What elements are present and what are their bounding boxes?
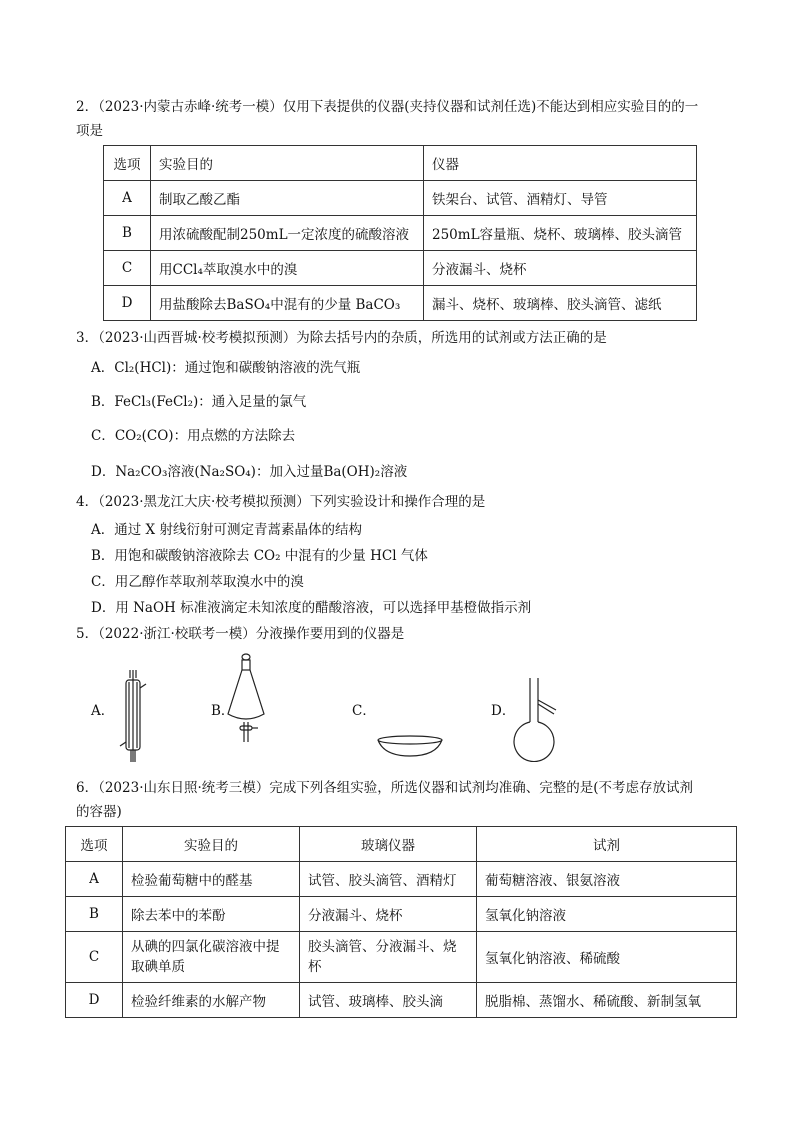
- table-cell: 试管、胶头滴管、酒精灯: [300, 862, 477, 897]
- q6-stem-line1: 6．（2023·山东日照·统考三模）完成下列各组实验，所选仪器和试剂均准确、完整的是(不考虑存放试剂: [76, 780, 694, 796]
- table-header: 实验目的: [123, 827, 300, 862]
- q5-option-b-label: B．: [211, 703, 235, 719]
- q3-option-c: C．CO₂(CO)：用点燃的方法除去: [91, 428, 296, 444]
- q5-option-c-label: C．: [352, 703, 376, 719]
- table-cell: C: [66, 932, 123, 983]
- table-cell: A: [104, 181, 151, 216]
- table-cell: 用CCl₄萃取溴水中的溴: [151, 251, 424, 286]
- table-cell: 胶头滴管、分液漏斗、烧杯: [300, 932, 477, 983]
- q4-option-c: C．用乙醇作萃取剂萃取溴水中的溴: [91, 574, 304, 590]
- table-row: [66, 932, 737, 983]
- table-row: [104, 216, 697, 251]
- q4-option-d: D．用 NaOH 标准液滴定未知浓度的醋酸溶液，可以选择甲基橙做指示剂: [91, 600, 532, 616]
- table-cell: D: [66, 983, 123, 1018]
- table-header: 实验目的: [151, 146, 424, 181]
- table-cell: 除去苯中的苯酚: [123, 897, 300, 932]
- table-cell: 分液漏斗、烧杯: [424, 251, 697, 286]
- q3-option-b: B．FeCl₃(FeCl₂)：通入足量的氯气: [91, 394, 307, 410]
- q4-option-b: B．用饱和碳酸钠溶液除去 CO₂ 中混有的少量 HCl 气体: [91, 548, 428, 564]
- table-row: [66, 983, 737, 1018]
- q5-option-d-label: D．: [491, 703, 516, 719]
- table-cell: 检验葡萄糖中的醛基: [123, 862, 300, 897]
- table-row: [104, 251, 697, 286]
- table-cell: 检验纤维素的水解产物: [123, 983, 300, 1018]
- table-cell: 试管、玻璃棒、胶头滴: [300, 983, 477, 1018]
- separatory-funnel-icon: [222, 652, 270, 748]
- table-cell: 铁架台、试管、酒精灯、导管: [424, 181, 697, 216]
- table-row: [66, 897, 737, 932]
- q2-stem-line2: 项是: [76, 123, 103, 139]
- table-cell: 分液漏斗、烧杯: [300, 897, 477, 932]
- table-header: 选项: [104, 146, 151, 181]
- table-cell: 250mL容量瓶、烧杯、玻璃棒、胶头滴管: [424, 216, 697, 251]
- table-row: [104, 286, 697, 321]
- q2-table: [103, 145, 697, 321]
- table-cell: D: [104, 286, 151, 321]
- table-cell: 用盐酸除去BaSO₄中混有的少量 BaCO₃: [151, 286, 424, 321]
- q5-option-a-label: A．: [91, 703, 115, 719]
- table-row: [104, 181, 697, 216]
- table-cell: 从碘的四氯化碳溶液中提取碘单质: [123, 932, 300, 983]
- table-header: 仪器: [424, 146, 697, 181]
- q3-option-d: D．Na₂CO₃溶液(Na₂SO₄)：加入过量Ba(OH)₂溶液: [91, 464, 408, 480]
- q4-stem: 4．（2023·黑龙江大庆·校考模拟预测）下列实验设计和操作合理的是: [76, 494, 486, 510]
- table-row: [66, 862, 737, 897]
- table-cell: B: [104, 216, 151, 251]
- distillation-flask-icon: [508, 676, 564, 762]
- table-cell: C: [104, 251, 151, 286]
- table-cell: 漏斗、烧杯、玻璃棒、胶头滴管、滤纸: [424, 286, 697, 321]
- table-header: 选项: [66, 827, 123, 862]
- q3-option-a: A．Cl₂(HCl)：通过饱和碳酸钠溶液的洗气瓶: [91, 360, 361, 376]
- q4-option-a: A．通过 X 射线衍射可测定青蒿素晶体的结构: [91, 522, 362, 538]
- q5-stem: 5．（2022·浙江·校联考一模）分液操作要用到的仪器是: [76, 626, 405, 642]
- table-cell: 用浓硫酸配制250mL一定浓度的硫酸溶液: [151, 216, 424, 251]
- table-cell: 氢氧化钠溶液、稀硫酸: [477, 932, 737, 983]
- table-cell: 脱脂棉、蒸馏水、稀硫酸、新制氢氧: [477, 983, 737, 1018]
- q6-table: [65, 826, 737, 1018]
- table-header: 玻璃仪器: [300, 827, 477, 862]
- table-header-row: [104, 146, 697, 181]
- table-cell: 制取乙酸乙酯: [151, 181, 424, 216]
- q2-stem-line1: 2．（2023·内蒙古赤峰·统考一模）仅用下表提供的仪器(夹持仪器和试剂任选)不能达到相应实验目的的一: [76, 99, 699, 115]
- table-cell: A: [66, 862, 123, 897]
- table-header-row: [66, 827, 737, 862]
- evaporating-dish-icon: [374, 734, 446, 760]
- table-cell: 氢氧化钠溶液: [477, 897, 737, 932]
- table-header: 试剂: [477, 827, 737, 862]
- table-cell: B: [66, 897, 123, 932]
- q3-stem: 3．（2023·山西晋城·校考模拟预测）为除去括号内的杂质，所选用的试剂或方法正确的是: [76, 330, 607, 346]
- condenser-icon: [118, 668, 148, 764]
- q6-stem-line2: 的容器): [76, 804, 122, 820]
- table-cell: 葡萄糖溶液、银氨溶液: [477, 862, 737, 897]
